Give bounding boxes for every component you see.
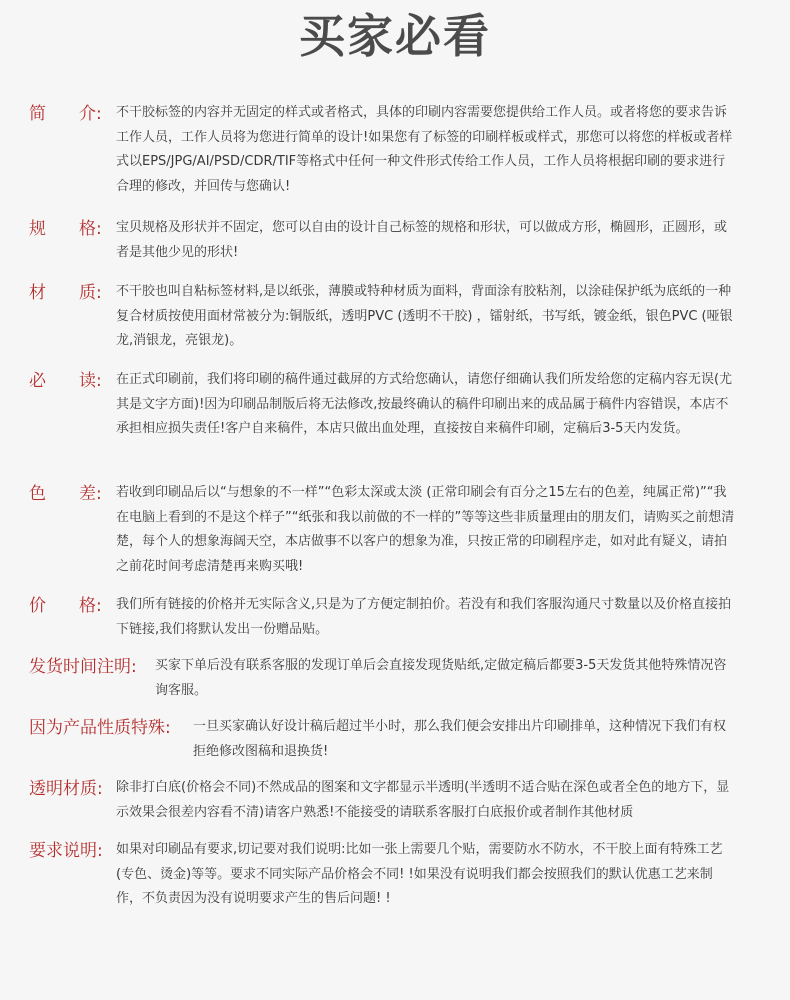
section-text: 如果对印刷品有要求,切记要对我们说明:比如一张上需要几个贴，需要防水不防水，不干胶上面有特殊工艺(专色、烫金)等等。要求不同实际产品价格会不同! !如果没有说明我们都会按照我们的默认优惠工艺来制作，不负责因为没有说明要求产生的售后问题! ! bbox=[116, 842, 723, 906]
section-label: 因为产品性质特殊: bbox=[29, 718, 171, 738]
section-label: 简 介: bbox=[29, 104, 102, 124]
section-text: 宝贝规格及形状并不固定，您可以自由的设计自己标签的规格和形状，可以做成方形，椭圆形，正圆形，或者是其他少见的形状! bbox=[116, 220, 728, 260]
page-title: 买家必看 bbox=[299, 9, 491, 63]
section-label: 价 格: bbox=[29, 596, 102, 616]
section-text: 一旦买家确认好设计稿后超过半小时，那么我们便会安排出片印刷排单，这种情况下我们有权拒绝修改图稿和退换货! bbox=[193, 719, 727, 759]
section-text: 在正式印刷前，我们将印刷的稿件通过截屏的方式给您确认，请您仔细确认我们所发给您的定稿内容无误(尤其是文字方面)!因为印刷品制版后将无法修改,按最终确认的稿件印刷出来的成品属于稿件内容错误，本店不承担相应损失责任!客户自来稿件，本店只做出血处理，直接按自来稿件印刷，定稿后3-5天内发货。 bbox=[116, 372, 733, 436]
section-text: 若收到印刷品后以“与想象的不一样”“色彩太深或太淡 (正常印刷会有百分之15左右的色差，纯属正常)”“我在电脑上看到的不是这个样子”“纸张和我以前做的不一样的”等等这些非质量理由的朋友们，请购买之前想清楚，每个人的想象海阔天空，本店做事不以客户的想象为准，只按正常的印刷程序走，如对此有疑义，请拍之前花时间考虑清楚再来购买哦! bbox=[116, 485, 735, 574]
section-text: 不干胶也叫自粘标签材料,是以纸张，薄膜或特种材质为面料，背面涂有胶粘剂，以涂硅保护纸为底纸的一种复合材质按使用面材常被分为:铜版纸，透明PVC (透明不干胶) ，镭射纸，书写纸，镀金纸，银色PVC (哑银龙,消银龙，亮银龙)。 bbox=[116, 284, 733, 348]
section-label: 发货时间注明: bbox=[29, 657, 137, 677]
section-label: 规 格: bbox=[29, 219, 102, 239]
section-text: 我们所有链接的价格并无实际含义,只是为了方便定制拍价。若没有和我们客服沟通尺寸数量以及价格直接拍下链接,我们将默认发出一份赠品贴。 bbox=[116, 597, 732, 637]
section-label: 色 差: bbox=[29, 484, 102, 504]
section-label: 透明材质: bbox=[29, 779, 103, 799]
section-text: 买家下单后没有联系客服的发现订单后会直接发现货贴纸,定做定稿后都要3-5天发货其他特殊情况咨询客服。 bbox=[155, 658, 727, 698]
section-label: 必 读: bbox=[29, 371, 102, 391]
section-text: 除非打白底(价格会不同)不然成品的图案和文字都显示半透明(半透明不适合贴在深色或者全色的地方下，显示效果会很差内容看不清)请客户熟悉!不能接受的请联系客服打白底报价或者制作其他材质 bbox=[116, 780, 730, 820]
section-text: 不干胶标签的内容并无固定的样式或者格式，具体的印刷内容需要您提供给工作人员。或者将您的要求告诉工作人员，工作人员将为您进行简单的设计!如果您有了标签的印刷样板或样式，那您可以将您的样板或者样式以EPS/JPG/AI/PSD/CDR/TIF等格式中任何一种文件形式传给工作人员，工作人员将根据印刷的要求进行合理的修改，并回传与您确认! bbox=[116, 105, 733, 194]
section-label: 材 质: bbox=[29, 283, 102, 303]
section-label: 要求说明: bbox=[29, 841, 103, 861]
